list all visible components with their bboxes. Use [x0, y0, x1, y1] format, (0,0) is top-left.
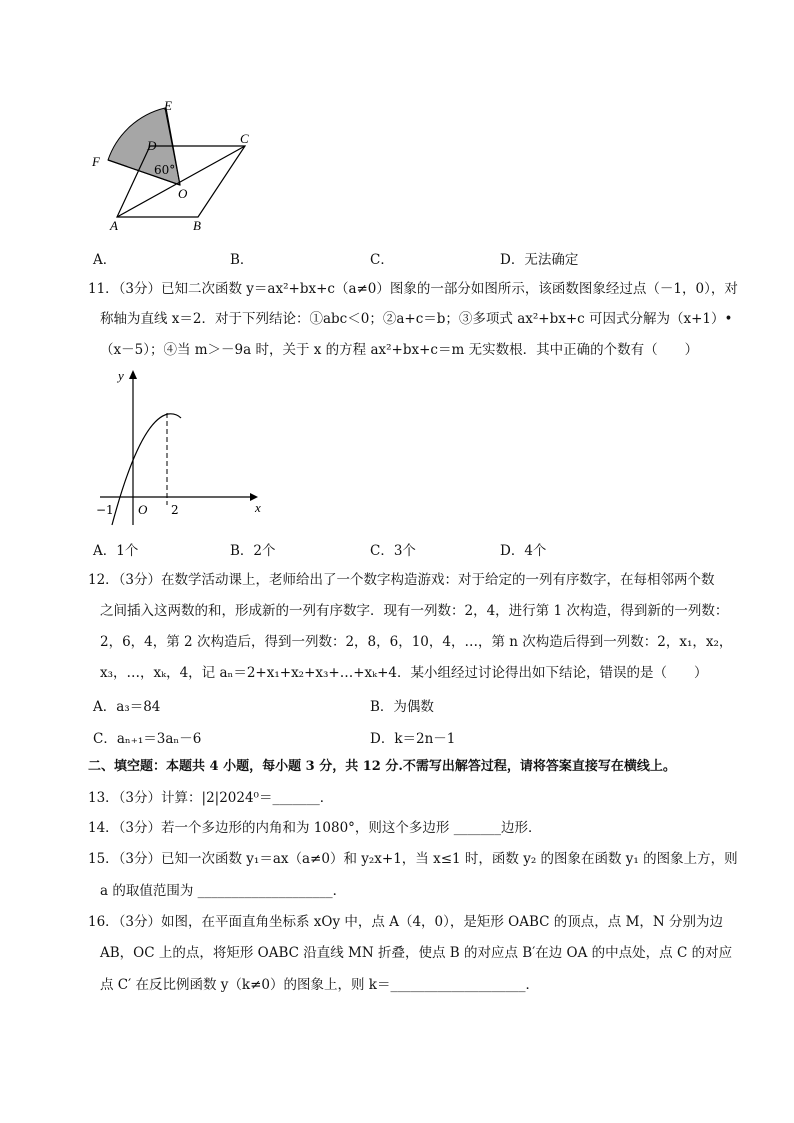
q11-option-d[interactable]: D．4个 — [500, 543, 547, 559]
q10-option-a[interactable]: A． — [93, 252, 117, 268]
label-b: B — [193, 218, 201, 233]
q11-line: （x－5）；④当 m＞－9a 时，关于 x 的方程 ax²+bx+c＝m 无实数根．其中正确的个数有（ ） — [100, 342, 699, 358]
origin-label: O — [138, 502, 148, 517]
q10-option-d[interactable]: D．无法确定 — [500, 252, 579, 268]
y-axis-label: y — [118, 368, 124, 383]
tick-neg1: −1 — [96, 503, 114, 517]
q16-line: AB，OC 上的点，将矩形 OABC 沿直线 MN 折叠，使点 B 的对应点 B′在边 OA 的中点处，点 C 的对应 — [100, 945, 733, 961]
q12-option-c[interactable]: C．aₙ₊₁＝3aₙ－6 — [93, 731, 202, 747]
label-d: D — [147, 138, 157, 153]
tick-2: 2 — [171, 503, 179, 517]
section-heading-fill-in: 二、填空题：本题共 4 小题，每小题 3 分，共 12 分.不需写出解答过程，请将答案直接写在横线上。 — [88, 759, 676, 774]
q16-line: 16．（3分）如图，在平面直角坐标系 xOy 中，点 A（4，0），是矩形 OABC 的顶点，点 M，N 分别为边 — [88, 914, 723, 930]
q12-option-d[interactable]: D．k＝2n－1 — [370, 731, 456, 747]
q12-option-b[interactable]: B．为偶数 — [370, 699, 434, 715]
q10-option-c[interactable]: C． — [370, 252, 394, 268]
label-e: E — [164, 98, 172, 113]
q12-line: 2，6，4，第 2 次构造后，得到一列数：2，8，6，10，4，…，第 n 次构造后得到一列数：2，x₁，x₂， — [100, 634, 733, 650]
label-c: C — [240, 131, 249, 146]
parabola-graph — [96, 368, 261, 525]
q15-line: 15．（3分）已知一次函数 y₁＝ax（a≠0）和 y₂x+1，当 x≤1 时，函数 y₂ 的图象在函数 y₁ 的图象上方，则 — [88, 851, 738, 867]
q12-option-a[interactable]: A．a₃＝84 — [93, 699, 161, 715]
label-f: F — [92, 154, 100, 169]
q11-line: 11．（3分）已知二次函数 y＝ax²+bx+c（a≠0）图象的一部分如图所示，该函数图象经过点（－1，0），对 — [88, 281, 738, 297]
q12-line: 之间插入这两数的和，形成新的一列有序数字．现有一列数：2，4，进行第 1 次构造，得到新的一列数： — [100, 603, 729, 619]
q11-option-b[interactable]: B．2个 — [230, 543, 276, 559]
q11-option-c[interactable]: C．3个 — [370, 543, 416, 559]
x-axis-label: x — [255, 500, 261, 515]
q11-line: 称轴为直线 x＝2．对于下列结论：①abc＜0；②a+c＝b；③多项式 ax²+bx+c 可因式分解为（x+1）• — [100, 311, 733, 327]
q15-line: a 的取值范围为 ____________________． — [100, 883, 347, 899]
q11-option-a[interactable]: A．1个 — [93, 543, 139, 559]
q16-line: 点 C′ 在反比例函数 y（k≠0）的图象上，则 k＝____________________． — [100, 977, 539, 993]
q10-option-b[interactable]: B． — [230, 252, 254, 268]
label-a: A — [110, 218, 118, 233]
q13-text: 13．（3分）计算：|2|2024⁰＝_______． — [88, 790, 334, 806]
q14-text: 14．（3分）若一个多边形的内角和为 1080°，则这个多边形 _______边形． — [88, 820, 542, 836]
q12-line: x₃，…，xₖ，4，记 aₙ＝2+x₁+x₂+x₃+…+xₖ+4．某小组经过讨论得出如下结论，错误的是（ ） — [100, 665, 708, 681]
angle-label: 60° — [154, 163, 176, 177]
q12-line: 12．（3分）在数学活动课上，老师给出了一个数字构造游戏：对于给定的一列有序数字，在每相邻两个数 — [88, 572, 715, 588]
label-o: O — [178, 186, 188, 201]
